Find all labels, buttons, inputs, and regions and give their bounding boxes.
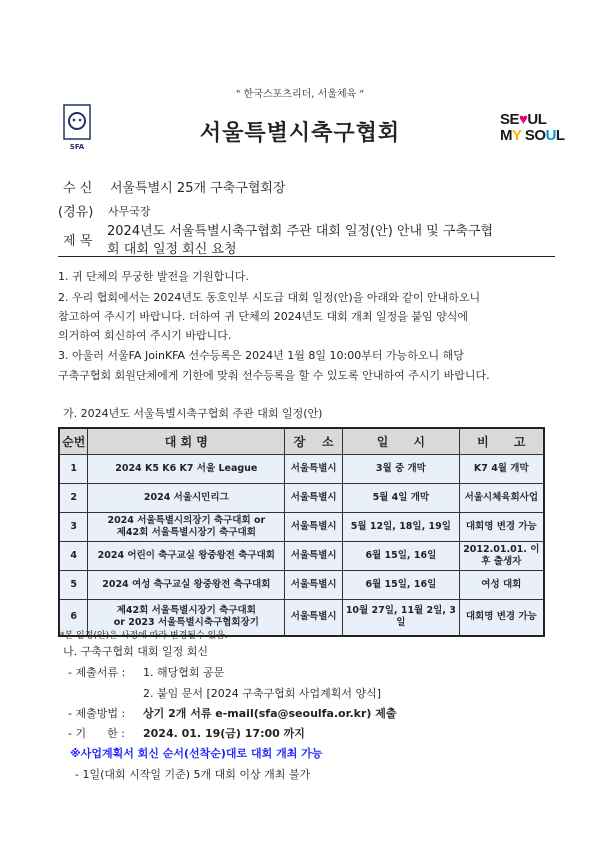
cell-name — [88, 571, 285, 600]
body-line: 3. 아울러 서울FA JoinKFA 선수등록은 2024년 1월 8일 10:00부터 가능하오니 해당 — [58, 349, 464, 362]
cell-name — [88, 484, 285, 513]
doc-item: 1. 해당협회 공문 — [143, 666, 225, 679]
cell-no — [59, 484, 88, 513]
section-b-title: 나. 구축구협회 대회 일정 회신 — [63, 645, 208, 658]
cell-remark — [459, 542, 544, 571]
cell-text: 6 — [70, 611, 78, 623]
notice-sub: - 1일(대회 시작일 기준) 5개 대회 이상 개최 불가 — [75, 768, 311, 781]
cell-remark — [459, 455, 544, 484]
cell-date — [343, 571, 460, 600]
cell-text: 3 — [70, 521, 78, 532]
cell-name — [88, 455, 285, 484]
cell-text: 4 — [70, 550, 78, 561]
body-line: 1. 귀 단체의 무궁한 발전을 기원합니다. — [58, 270, 249, 283]
cell-date — [343, 600, 460, 636]
body-line: 의거하여 회신하여 주시기 바랍니다. — [58, 329, 232, 342]
subject-line-2: 회 대회 일정 회신 요청 — [107, 242, 237, 257]
notice: ※사업계획서 회신 순서(선착순)대로 대회 개최 가능 — [70, 747, 323, 760]
cell-text: 서울특별시 — [290, 521, 337, 532]
cell-text: 대회명 변경 가능 — [465, 611, 537, 623]
cell-place — [285, 484, 343, 513]
cell-text: 2024 K5 K6 K7 서울 League — [115, 463, 258, 474]
cell-place — [285, 542, 343, 571]
cell-text: 2024 서울시민리그 — [143, 492, 229, 503]
cell-date — [343, 455, 460, 484]
cell-place — [285, 513, 343, 542]
col-header: 장 소 — [285, 428, 343, 455]
cell-text: 여성 대회 — [481, 579, 522, 590]
col-header: 대 회 명 — [88, 428, 285, 455]
cell-remark — [459, 513, 544, 542]
deadline: 2024. 01. 19(금) 17:00 까지 — [143, 727, 305, 740]
col-header: 비 고 — [459, 428, 544, 455]
method: 상기 2개 서류 e-mail(sfa@seoulfa.or.kr) 제출 — [143, 707, 397, 720]
cell-text: 제42회 서울특별시장기 축구대회 — [116, 527, 256, 538]
divider — [58, 256, 555, 257]
cell-text: 2 — [70, 492, 78, 503]
cell-text: 6월 15일, 16일 — [365, 550, 437, 561]
organization-title: 서울특별시축구협회 — [199, 121, 401, 146]
table-row — [59, 542, 544, 571]
col-header: 일 시 — [343, 428, 460, 455]
cell-text: 서울시체육회사업 — [464, 492, 538, 503]
via-label: (경유) — [58, 205, 94, 220]
cell-place — [285, 455, 343, 484]
col-header: 순번 — [59, 428, 88, 455]
cell-text: 서울특별시 — [290, 550, 337, 561]
cell-remark — [459, 600, 544, 636]
table-header-row — [59, 428, 544, 455]
schedule-table — [58, 427, 545, 637]
cell-text: 대회명 변경 가능 — [465, 521, 537, 532]
subject-line-1: 2024년도 서울특별시축구협회 주관 대회 일정(안) 안내 및 구축구협 — [107, 224, 494, 239]
cell-text: 서울특별시 — [290, 611, 337, 623]
svg-text:SFA: SFA — [69, 143, 85, 150]
cell-text: 5 — [70, 579, 78, 590]
cell-text: 1 — [70, 463, 78, 474]
deadline-label: - 기 한 : — [68, 727, 125, 740]
subject-label: 제 목 — [63, 234, 93, 249]
body-line: 참고하여 주시기 바랍니다. 더하여 귀 단체의 2024년도 대회 개최 일정을 붙임 양식에 — [58, 310, 468, 323]
table-row — [59, 484, 544, 513]
cell-text: 5월 12일, 18일, 19일 — [350, 521, 451, 532]
cell-text: 10월 27일, 11월 2일, 3일 — [345, 605, 456, 629]
cell-text: 2012.01.01. 이후 출생자 — [463, 544, 540, 567]
cell-text: or 2023 서울특별시축구협회장기 — [113, 617, 259, 629]
table-note: *본 일정(안)은 사정에 따라 변경될수 있음. — [60, 631, 228, 641]
cell-no — [59, 513, 88, 542]
body-line: 2. 우리 협회에서는 2024년도 동호인부 시도급 대회 일정(안)을 아래와 같이 안내하오니 — [58, 291, 481, 304]
cell-text: 3월 중 개막 — [375, 463, 426, 474]
seoul-my-soul-logo: SE♥UL MY SOUL — [500, 111, 565, 144]
cell-text: 5월 4일 개막 — [372, 492, 430, 503]
cell-place — [285, 571, 343, 600]
cell-no — [59, 571, 88, 600]
recipient-label: 수 신 — [63, 181, 93, 196]
cell-date — [343, 513, 460, 542]
cell-text: 2024 어린이 축구교실 왕중왕전 축구대회 — [97, 550, 275, 561]
cell-text: 서울특별시 — [290, 579, 337, 590]
cell-text: 2024 여성 축구교실 왕중왕전 축구대회 — [102, 579, 271, 590]
table-row — [59, 455, 544, 484]
cell-text: 서울특별시 — [290, 492, 337, 503]
doc-item: 2. 붙임 문서 [2024 구축구협회 사업계획서 양식] — [143, 687, 382, 700]
cell-place — [285, 600, 343, 636]
cell-text: 제42회 서울특별시장기 축구대회 — [116, 605, 256, 617]
motto: " 한국스포츠리더, 서울체육 " — [235, 89, 365, 100]
cell-text: K7 4월 개막 — [473, 463, 529, 474]
cell-date — [343, 542, 460, 571]
cell-text: 6월 15일, 16일 — [365, 579, 437, 590]
cell-remark — [459, 571, 544, 600]
recipient: 서울특별시 25개 구축구협회장 — [110, 181, 286, 196]
cell-name — [88, 513, 285, 542]
cell-remark — [459, 484, 544, 513]
via: 사무국장 — [108, 205, 151, 218]
method-label: - 제출방법 : — [68, 707, 126, 720]
body-line: 구축구협회 회원단체에게 기한에 맞춰 선수등록을 할 수 있도록 안내하여 주시기 바랍니다. — [58, 369, 490, 382]
cell-text: 2024 서울특별시의장기 축구대회 or — [107, 515, 266, 526]
cell-no — [59, 455, 88, 484]
cell-text: 서울특별시 — [290, 463, 337, 474]
docs-label: - 제출서류 : — [68, 666, 126, 679]
cell-date — [343, 484, 460, 513]
table-row — [59, 513, 544, 542]
section-a-title: 가. 2024년도 서울특별시축구협회 주관 대회 일정(안) — [63, 407, 323, 420]
cell-no — [59, 542, 88, 571]
cell-name — [88, 542, 285, 571]
table-row — [59, 571, 544, 600]
